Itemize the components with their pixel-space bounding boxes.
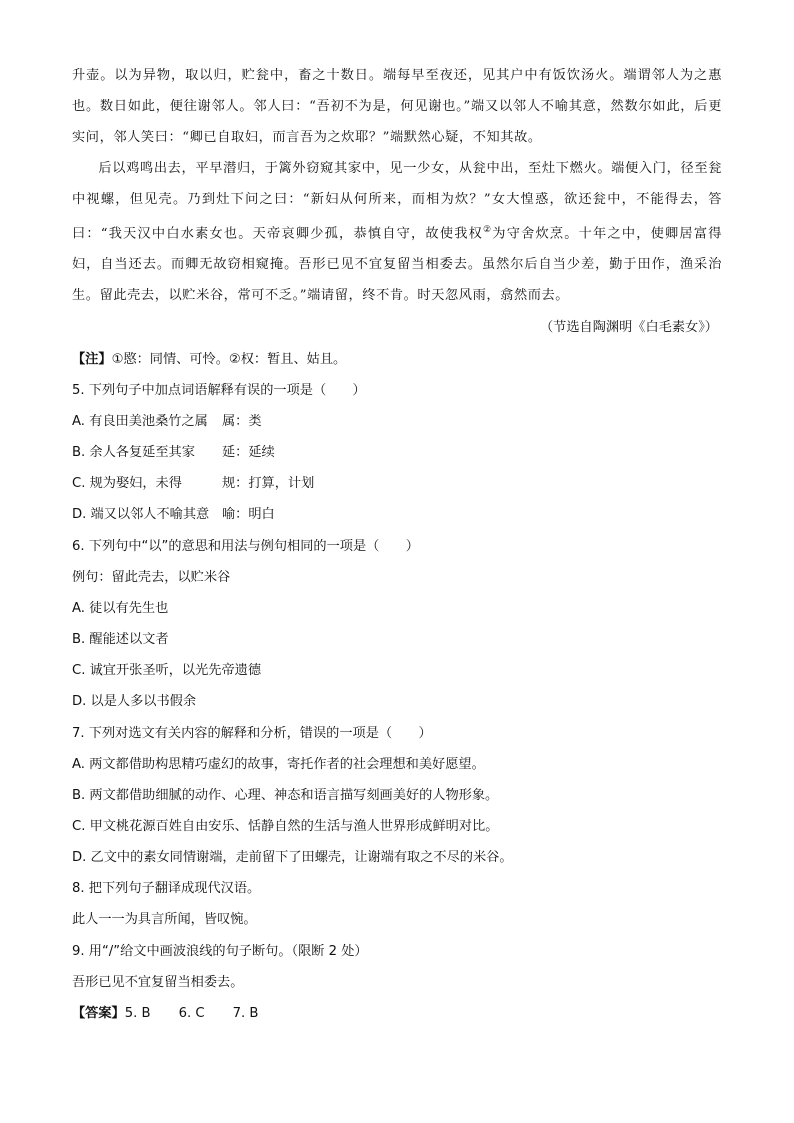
q5-option-a [72,410,262,429]
answer-line [72,1002,258,1021]
passage-line: 得妇，自当还去。而卿无故窃相窥掩。吾形已见不宜复留当相委去。虽然尔后自当少差，勤于田作，渔采 [72,226,723,273]
answer-label: 【答案】 [72,1006,125,1021]
passage-line: 治生。留此壳去，以贮米谷，常可不乏。”端请留，终不肯。时天忽风雨，翕然而去。 [72,257,722,304]
passage-line: 后更实问，邻人笑曰：“卿已自取妇，而言吾为之炊耶？”端默然心疑，不知其故。 [72,99,723,145]
passage-line: 也。数日如此，便往谢邻人。邻人曰：“吾初不为是，何见谢也。”端又以邻人不喻其意，然数尔如此， [72,99,695,114]
q5-option-b [72,441,275,460]
q6-option-b: B. 醒能述以文者 [72,632,169,647]
option-gloss: 属：类 [222,414,262,429]
answer-item: 7. B [232,1006,259,1021]
q6-example: 例句：留此壳去，以贮米谷 [72,570,231,585]
answer-item: 6. C [178,1006,205,1021]
q6-option-d: D. 以是人多以书假余 [72,694,197,709]
q7-option-d: D. 乙文中的素女同情谢端，走前留下了田螺壳，让谢端有取之不尽的米谷。 [72,850,513,865]
option-gloss: 规：打算，计划 [222,476,315,491]
option-text: C. 规为娶妇，未得 [72,476,182,491]
q6-option-a: A. 徒以有先生也 [72,601,169,616]
q6-option-c: C. 诚宜开张圣听，以光先帝遗德 [72,663,262,678]
footnote [72,348,346,367]
option-text: B. 余人各复延至其家 [72,445,195,460]
q8-stem: 8. 把下列句子翻译成现代汉语。 [72,881,261,896]
passage-source: （节选自陶渊明《白毛素女》） [539,320,718,335]
option-gloss: 延：延续 [222,445,275,460]
q7-option-b: B. 两文都借助细腻的动作、心理、神态和语言描写刻画美好的人物形象。 [72,788,499,803]
passage-line: 瓮中视螺，但见壳。乃到灶下问之曰：“新妇从何所来，而相为炊？”女大惶惑，欲还瓮中，不能得去， [72,161,722,207]
passage-paragraph-2 [72,153,722,311]
q9-sentence: 吾形已见不宜复留当相委去。 [72,975,244,990]
q8-sentence: 此人一一为具言所闻，皆叹惋。 [72,912,257,927]
classical-passage [72,60,722,311]
passage-line: 答曰：“我天汉中白水素女也。天帝哀卿少孤，恭慎自守，故使我权 [72,192,722,242]
answer-item: 5. B [124,1006,151,1021]
q9-stem: 9. 用“/”给文中画波浪线的句子断句。（限断 2 处） [72,944,368,959]
q7-option-c: C. 甲文桃花源百姓自由安乐、恬静自然的生活与渔人世界形成鲜明对比。 [72,819,499,834]
q5-option-c [72,472,314,491]
q6-stem: 6. 下列句中“以”的意思和用法与例句相同的一项是（ ） [72,539,419,554]
footnote-text: ①愍：同情、可怜。②权：暂且、姑且。 [111,352,347,367]
q5-stem: 5. 下列句子中加点词语解释有误的一项是（ ） [72,383,366,398]
q7-option-a: A. 两文都借助构思精巧虚幻的故事，寄托作者的社会理想和美好愿望。 [72,757,485,772]
passage-line: 后以鸡鸣出去，平早潜归，于篱外窃窥其家中，见一少女，从瓮中出，至灶下燃火。端便入门，径至 [98,161,709,176]
option-text: A. 有良田美池桑竹之属 [72,414,208,429]
passage-line: 为守舍炊烹。十年之中，使卿居富 [492,226,709,242]
q7-stem: 7. 下列对选文有关内容的解释和分析，错误的一项是（ ） [72,726,432,741]
footnote-marker: ② [483,225,493,235]
q5-option-d [72,503,275,522]
footnote-label: 【注】 [72,352,112,367]
option-gloss: 喻：明白 [222,507,275,522]
option-text: D. 端又以邻人不喻其意 [72,507,210,522]
passage-line: 升壶。以为异物，取以归，贮瓮中，畜之十数日。端每早至夜还，见其户中有饭饮汤火。端谓邻人为之惠 [72,68,722,83]
passage-paragraph-1 [72,60,722,153]
